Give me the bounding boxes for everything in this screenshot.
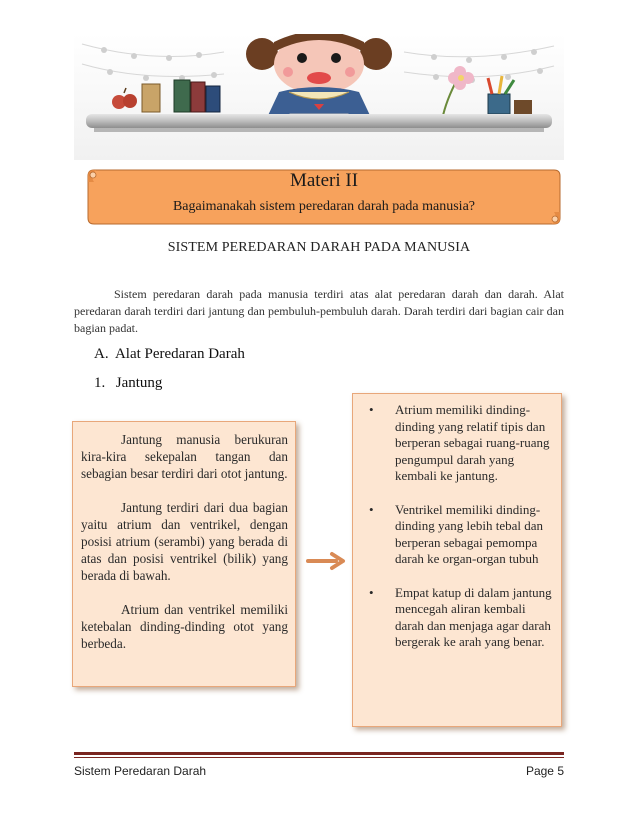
footer-rule-thin (74, 757, 564, 758)
intro-text: Sistem peredaran darah pada manusia terdiri atas alat peredaran darah dan darah. Alat peredaran darah terdiri dari jantung dan pembuluh-pembuluh darah. Darah terdiri dari bagian cair dan bagian padat. (74, 287, 564, 335)
banner-subtitle: Bagaimanakah sistem peredaran darah pada manusia? (172, 199, 476, 214)
fact-text-3: Empat katup di dalam jantung mencegah aliran kembali darah dan menjaga agar darah bergerak ke arah yang benar. (395, 584, 552, 649)
footer-title: Sistem Peredaran Darah (74, 764, 207, 778)
left-paragraph-2: Jantung terdiri dari dua bagian yaitu atrium dan ventrikel, dengan posisi atrium (serambi) yang berada di atas dan posisi ventrikel (bilik) yang berada di bawah. (81, 500, 288, 583)
footer-rule-thick (74, 752, 564, 755)
right-arrow-icon (306, 551, 346, 571)
list-item (363, 502, 553, 568)
page-number: Page 5 (525, 764, 564, 778)
fact-text-1: Atrium memiliki dinding-dinding yang relatif tipis dan berperan sebagai ruang-ruang pengumpul darah yang kembali ke jantung. (395, 402, 550, 483)
left-paragraph-1: Jantung manusia berukuran kira-kira sekepalan tangan dan sebagian besar terdiri dari otot jantung. (81, 432, 288, 481)
section-heading-a (94, 346, 245, 363)
header-illustration (74, 34, 564, 160)
section-a-title: Alat Peredaran Darah (114, 346, 245, 362)
left-paragraph-3: Atrium dan ventrikel memiliki ketebalan dinding-dinding otot yang berbeda. (81, 602, 288, 651)
jantung-description-box (72, 421, 296, 687)
facts-list (363, 402, 553, 651)
section-1-label: 1. (94, 375, 106, 391)
bullet-icon: • (369, 402, 374, 417)
shelf (86, 114, 552, 128)
section-1-title: Jantung (115, 375, 163, 391)
bullet-icon: • (369, 501, 374, 517)
jantung-facts-box (352, 393, 562, 727)
page-title: SISTEM PEREDARAN DARAH PADA MANUSIA (167, 240, 471, 255)
fact-text-2: Ventrikel memiliki dinding-dinding yang lebih tebal dan berperan sebagai pemompa darah ke organ-organ tubuh (395, 501, 544, 566)
section-heading-1 (94, 375, 162, 392)
list-item (363, 402, 553, 485)
list-item (363, 585, 553, 651)
bullet-icon: • (369, 584, 374, 600)
section-a-label: A. (94, 346, 109, 362)
intro-paragraph (74, 286, 564, 337)
banner-title: Materi II (289, 170, 359, 191)
